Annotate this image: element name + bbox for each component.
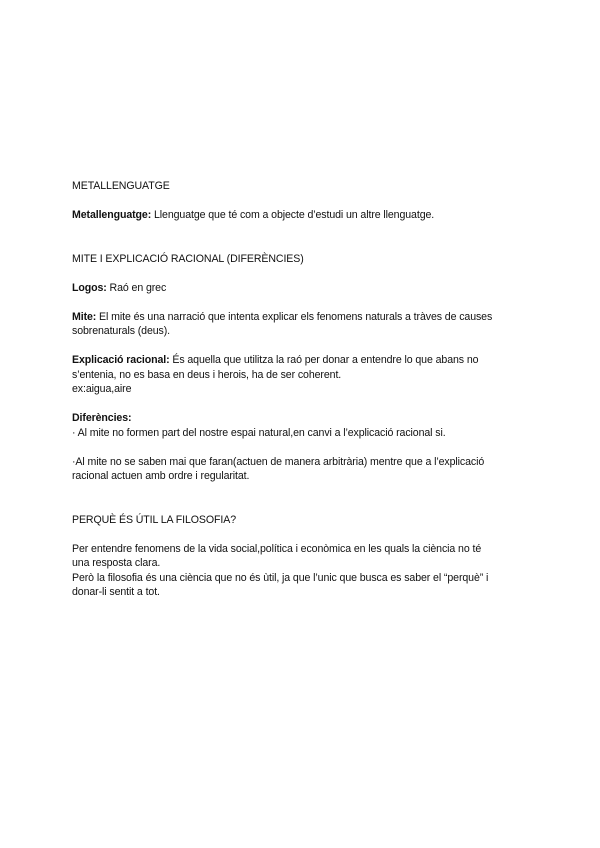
definition-logos: Raó en grec bbox=[106, 281, 167, 294]
paragraph-metallenguatge bbox=[72, 208, 542, 223]
paragraph-mite bbox=[72, 310, 542, 325]
definition-mite-line2: sobrenaturals (deus). bbox=[72, 325, 171, 337]
term-explicacio: Explicació racional: bbox=[72, 354, 170, 366]
filosofia-line2: una resposta clara. bbox=[72, 557, 161, 569]
paragraph-logos bbox=[72, 281, 542, 296]
filosofia-line3: Però la filosofia és una ciència que no és ùtil, ja que l’unic que busca es saber el “perquè” i bbox=[72, 571, 489, 584]
difference-item-1: · Al mite no formen part del nostre espai natural,en canvi a l’explicació racional si. bbox=[72, 426, 446, 439]
term-logos: Logos: bbox=[72, 281, 107, 294]
document-body bbox=[72, 179, 542, 600]
difference-item-2-line2: racional actuen amb ordre i regularitat. bbox=[72, 470, 250, 482]
filosofia-line4: donar-li sentit a tot. bbox=[72, 586, 160, 598]
difference-item-2-line1: ·Al mite no se saben mai que faran(actuen de manera arbitrària) mentre que a l’explicació bbox=[72, 455, 485, 468]
term-mite: Mite: bbox=[72, 310, 97, 323]
definition-explicacio-line1: És aquella que utilitza la raó per donar a entendre lo que abans no bbox=[169, 354, 479, 366]
heading-mite: MITE I EXPLICACIÓ RACIONAL (DIFERÈNCIES) bbox=[72, 252, 304, 265]
heading-filosofia: PERQUÈ ÉS ÚTIL LA FILOSOFIA? bbox=[72, 513, 237, 526]
term-diferencies: Diferències: bbox=[72, 412, 132, 424]
definition-mite-line1: El mite és una narració que intenta explicar els fenomens naturals a tràves de causes bbox=[96, 310, 493, 323]
definition-metallenguatge: Llenguatge que té com a objecte d’estudi un altre llenguatge. bbox=[151, 209, 435, 221]
term-metallenguatge: Metallenguatge: bbox=[72, 209, 152, 221]
heading-metallenguatge: METALLENGUATGE bbox=[72, 180, 170, 192]
example-line: ex:aigua,aire bbox=[72, 383, 132, 395]
filosofia-line1: Per entendre fenomens de la vida social,política i econòmica en les quals la ciència no té bbox=[72, 542, 482, 555]
definition-explicacio-line2: s’entenia, no es basa en deus i herois, ha de ser coherent. bbox=[72, 368, 342, 381]
paragraph-explicacio bbox=[72, 353, 542, 368]
term-diferencies-line bbox=[72, 411, 542, 426]
